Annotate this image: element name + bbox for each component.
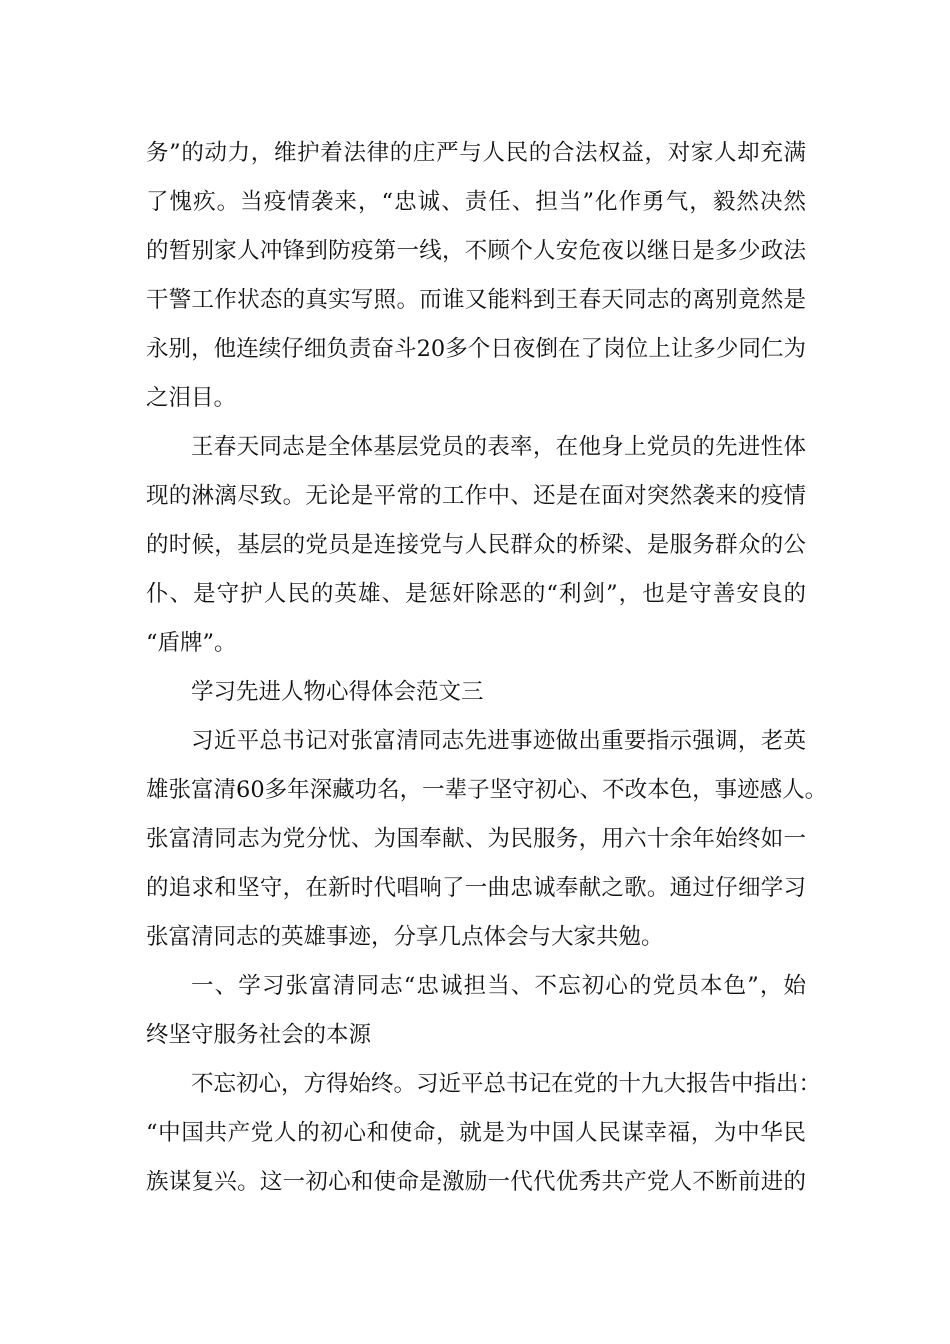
paragraph-line: 了愧疚。当疫情袭来，“忠诚、责任、担当”化作勇气，毅然决然 (146, 189, 806, 215)
paragraph-line: 的暂别家人冲锋到防疫第一线，不顾个人安危夜以继日是多少政法 (146, 238, 806, 264)
paragraph-line: 务”的动力，维护着法律的庄严与人民的合法权益，对家人却充满 (146, 140, 806, 166)
paragraph-line: 族谋复兴。这一初心和使命是激励一代代优秀共产党人不断前进的 (146, 1169, 806, 1195)
subheading-line: 终坚守服务社会的本源 (146, 1022, 372, 1048)
paragraph-line: “盾牌”。 (146, 630, 237, 656)
section-heading: 学习先进人物心得体会范文三 (191, 679, 484, 705)
paragraph-line: 永别，他连续仔细负责奋斗20多个日夜倒在了岗位上让多少同仁为 (146, 336, 806, 362)
paragraph-line: “中国共产党人的初心和使命，就是为中国人民谋幸福，为中华民 (146, 1120, 806, 1146)
paragraph-line: 不忘初心，方得始终。习近平总书记在党的十九大报告中指出： (191, 1071, 822, 1097)
paragraph-line: 王春天同志是全体基层党员的表率，在他身上党员的先进性体 (191, 434, 806, 460)
paragraph-line: 之泪目。 (146, 385, 237, 411)
paragraph-line: 的追求和坚守，在新时代唱响了一曲忠诚奉献之歌。通过仔细学习 (146, 875, 806, 901)
paragraph-line: 干警工作状态的真实写照。而谁又能料到王春天同志的离别竟然是 (146, 287, 806, 313)
paragraph-line: 习近平总书记对张富清同志先进事迹做出重要指示强调，老英 (191, 728, 806, 754)
paragraph-line: 张富清同志的英雄事迹，分享几点体会与大家共勉。 (146, 924, 664, 950)
paragraph-line: 的时候，基层的党员是连接党与人民群众的桥梁、是服务群众的公 (146, 532, 806, 558)
paragraph-line: 雄张富清60多年深藏功名，一辈子坚守初心、不改本色，事迹感人。 (146, 777, 828, 803)
subheading-line: 一、学习张富清同志“忠诚担当、不忘初心的党员本色”，始 (191, 973, 806, 999)
paragraph-line: 仆、是守护人民的英雄、是惩奸除恶的“利剑”，也是守善安良的 (146, 581, 806, 607)
paragraph-line: 现的淋漓尽致。无论是平常的工作中、还是在面对突然袭来的疫情 (146, 483, 806, 509)
paragraph-line: 张富清同志为党分忧、为国奉献、为民服务，用六十余年始终如一 (146, 826, 806, 852)
